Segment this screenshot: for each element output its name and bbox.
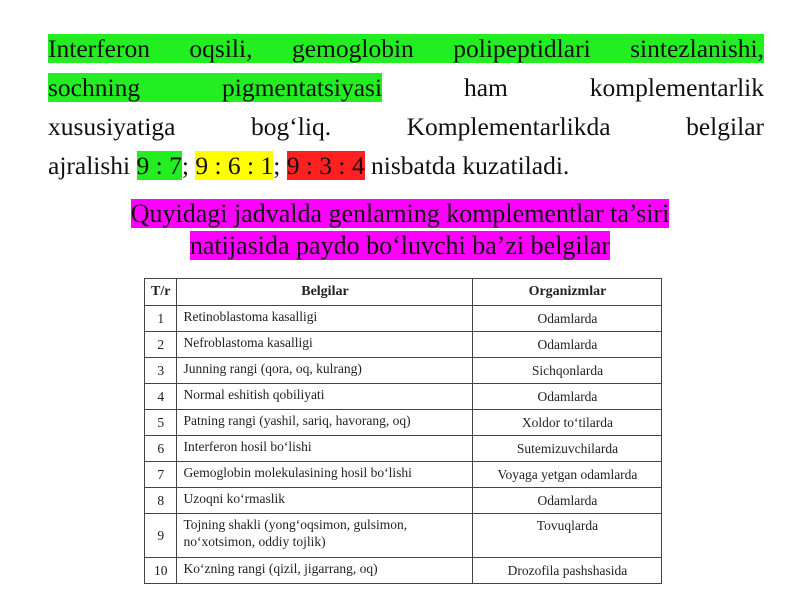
table-header-row — [145, 279, 662, 306]
para-line4-suffix: nisbatda kuzatiladi. — [364, 151, 570, 180]
row-trait: Nefroblastoma kasalligi — [177, 332, 473, 358]
traits-table — [144, 278, 662, 584]
row-trait: Junning rangi (qora, oq, kulrang) — [177, 358, 473, 384]
table-row — [145, 462, 662, 488]
row-trait: Interferon hosil bo‘lishi — [177, 436, 473, 462]
row-trait: Ko‘zning rangi (qizil, jigarrang, oq) — [177, 558, 473, 584]
table-row — [145, 410, 662, 436]
table-row — [145, 558, 662, 584]
row-num: 2 — [145, 332, 177, 358]
table-row — [145, 514, 662, 558]
para-line-4 — [48, 146, 764, 185]
row-num: 9 — [145, 514, 177, 558]
row-num: 1 — [145, 306, 177, 332]
row-trait: Uzoqni ko‘rmaslik — [177, 488, 473, 514]
row-organism: Xoldor to‘tilarda — [473, 410, 662, 436]
row-organism: Odamlarda — [473, 384, 662, 410]
para-text-after-highlight: ham komplementarlik — [463, 73, 765, 102]
para-line4-prefix: ajralishi — [48, 151, 137, 180]
traits-table-wrapper — [144, 278, 662, 584]
ratio-9-7: 9 : 7 — [136, 151, 182, 180]
table-row — [145, 436, 662, 462]
row-num: 7 — [145, 462, 177, 488]
table-row — [145, 332, 662, 358]
row-organism: Drozofila pashshasida — [473, 558, 662, 584]
row-trait: Retinoblastoma kasalligi — [177, 306, 473, 332]
ratio-9-3-4: 9 : 3 : 4 — [286, 151, 365, 180]
separator-1: ; — [181, 151, 189, 180]
header-organizmlar: Organizmlar — [473, 279, 662, 306]
row-organism: Tovuqlarda — [473, 514, 662, 558]
header-belgilar: Belgilar — [177, 279, 473, 306]
highlight-green-2: sochning pigmentatsiyasi — [48, 73, 383, 102]
highlight-green-1: Interferon oqsili, gemoglobin polipeptidlari sintezlanishi, — [48, 34, 764, 63]
para-line-3: xususiyatiga bog‘liq. Komplementarlikda belgilar — [48, 112, 764, 141]
para-line-1 — [48, 29, 764, 68]
row-trait: Normal eshitish qobiliyati — [177, 384, 473, 410]
row-organism: Voyaga yetgan odamlarda — [473, 462, 662, 488]
row-organism: Odamlarda — [473, 306, 662, 332]
row-organism: Odamlarda — [473, 488, 662, 514]
row-num: 8 — [145, 488, 177, 514]
caption-line-1: Quyidagi jadvalda genlarning komplementlar ta’siri — [130, 199, 670, 228]
row-num: 6 — [145, 436, 177, 462]
row-organism: Sutemizuvchilarda — [473, 436, 662, 462]
table-caption — [0, 198, 800, 262]
row-organism: Sichqonlarda — [473, 358, 662, 384]
ratio-9-6-1: 9 : 6 : 1 — [195, 151, 274, 180]
table-row — [145, 306, 662, 332]
row-organism: Odamlarda — [473, 332, 662, 358]
row-num: 4 — [145, 384, 177, 410]
row-trait: Tojning shakli (yong‘oqsimon, gulsimon, no‘xotsimon, oddiy tojlik) — [177, 514, 473, 558]
caption-line-2: natijasida paydo bo‘luvchi ba’zi belgilar — [189, 231, 611, 260]
table-row — [145, 488, 662, 514]
intro-paragraph — [48, 29, 764, 185]
para-line-2 — [48, 68, 764, 107]
row-trait: Patning rangi (yashil, sariq, havorang, oq) — [177, 410, 473, 436]
table-row — [145, 358, 662, 384]
row-num: 3 — [145, 358, 177, 384]
separator-2: ; — [273, 151, 281, 180]
table-row — [145, 384, 662, 410]
row-num: 5 — [145, 410, 177, 436]
header-num: T/r — [145, 279, 177, 306]
row-trait: Gemoglobin molekulasining hosil bo‘lishi — [177, 462, 473, 488]
row-num: 10 — [145, 558, 177, 584]
